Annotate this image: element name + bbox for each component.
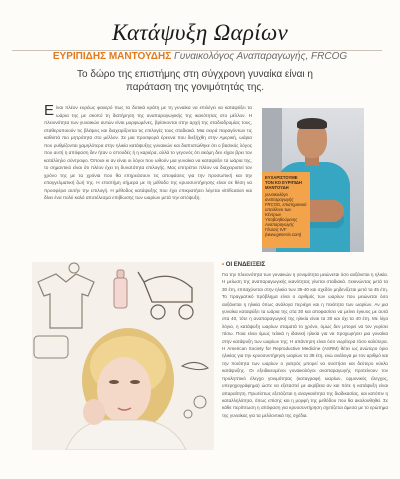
illustration-image [32, 262, 214, 450]
byline [0, 51, 400, 62]
caption-text: γυναικολόγο αναπαραγωγής FRCOG, επιστημονικό υπεύθυνο των Κέντρων Υποβοηθούμενης Αναπαραγωγής Γένεσις IVF (www.genesis.com) [265, 192, 307, 237]
indications-column [222, 262, 388, 419]
dropcap: Ε [44, 102, 55, 119]
intro-paragraph [44, 104, 252, 202]
indications-heading-row [222, 262, 388, 268]
author-role: Γυναικολόγος Αναπαραγωγής, FRCOG [174, 51, 348, 62]
author-name: ΕΥΡΙΠΙΔΗΣ ΜΑΝΤΟΥΔΗΣ [52, 51, 172, 62]
indications-text: Για την πλειονότητα των γυναικών η γονιμότητα μειώνεται όσο αυξάνεται η ηλικία. Η μείωση της αναπαραγωγικής ικανότητας γίνεται σταδιακά. Ξεκινώντας μετά τα 30 έτη, επιταχύνεται στην ηλικία των 35-40 και σχεδόν μηδενίζεται μετά τα 45 έτη. Το πραγματικό πρόβλημα είναι ο αριθμός των ωαρίων που μειώνεται όσο αυξάνεται η ηλικία όπως ανάλογα περιέχει και η ποιότητα των ωαρίων. Αν μια γυναίκα καταψύξει τα ωάρια της στα 30 και αποφασίσει να μείνει έγκυος με αυτά στα 40, τότε η αναπαραγωγική της ηλικία είναι τα 30 και όχι τα 40 έτη. Με λίγα λόγια, η κατάψυξη ωαρίων σταματά το χρόνο, όμως δεν μπορεί να τον γυρίσει πίσω. Ποια είναι όμως τελικά η ιδανική ηλικία για να προχωρήσει μια γυναίκα στην κατάψυξη των ωαρίων της; Η απάντηση είναι όσο νωρίτερα τόσο καλύτερα. Η American Society for Reproductive Medicine (ASRM) θέτει ως ανώτερο όριο ηλικίας για την κρυοσυντήρηση ωαρίων τα 38 έτη, ενώ ανάλογα με τον αριθμό και την ποιότητα των ωαρίων ο γιατρός μπορεί να συστήσει και δεύτερο κύκλο κατάψυξης. Οι εξειδικευμένοι γυναικολόγοι αναπαραγωγής προτείνουν τον προληπτικό έλεγχο γονιμότητας (καταγραφή ωαρίων, ορμονικός έλεγχος, υπερηχογράφημα) ώστε να εξεταστεί με ακρίβεια αν και πότε η κατάψυξη είναι απαραίτητη. Πρωτίστως εξετάζεται η αναγκαιότητα της διαδικασίας, και κατόπιν η καταλληλότητα, όπως επίσης και η μορφή της μεθόδου που θα ακολουθηθεί. Σε κάθε περίπτωση η απόφαση για κρυοσυντήρηση σχετίζεται άμεσα με το ερώτημα της γυναίκας για τα μελλοντικά της σχέδια. [222, 272, 388, 418]
article-title: Κατάψυξη Ωαρίων [112, 20, 288, 45]
intro-text: ίναι πλέον ευρέως φανερό πως τα δυτικά κράτη με τη γυναίκα να επιλέγει να καταψύξει τα ωάρια της με σκοπό τη διατήρηση της αναπαραγωγικής της ικανότητας στο μέλλον. Η πλειονότητα των γυναικών αυτών είναι μορφωμένες, βρίσκονται στην αρχή της σταδιοδρομίας τους, σταθεροποιούν τις βλέψεις και διαχειρίζονται τις επιλογές τους σταδιακά. Μια σειρά παραγόντων τις καθιστά πιο μητρότητα στο μέλλον. Σε μια προσφορά έρευνα που διεξήχθη στην Αμερική, ωάρια που ρυθμίζονται χαμηλότερα στην ηλικία κατάψυξης γυναικών και διαπιστώθηκε ότι ο βασικός λόγος που αυτή η απόφαση δεν ήταν ο σπουδές ή η καριέρα, αλλά το γεγονός ότι ακόμη δεν είχαν βρει τον κατάλληλο σύντροφο. Όποιοι κι αν είναι οι λόγοι που ωθούν μια γυναίκα να καταψύξει τα ωάρια της, το σημαντικό είναι ότι πλέον έχει τη δυνατότητα επιλογής. Μας επιτρέπει πλέον να διαχειριστεί τον χρόνο της με τα χρόνια που θα επηρεάσουν τις αποφάσεις για την προσωπική και την επαγγελματική ζωή της. Η επιστήμη σήμερα με τη μέθοδο της κρυοσυντήρησης είναι σε θέση να προσφέρει αυτήν την επιλογή. Η μέθοδος κατάψυξης που έχει επικρατήσει λέγεται vitrification και δίνει ένα πολύ καλό αποτέλεσμα επιβίωσης των ωαρίων μετά την απόψυξη. [44, 105, 252, 200]
bullet-icon: • [222, 262, 225, 268]
indications-heading: ΟΙ ΕΝΔΕΙΞΕΙΣ [225, 262, 266, 268]
caption-heading: ΕΥΧΑΡΙΣΤΟΥΜΕ ΤΟΝ ΚΟ ΕΥΡΙΠΙΔΗ ΜΑΝΤΟΥΔΗ [265, 175, 302, 190]
photo-caption [262, 172, 310, 248]
photo-hair [297, 118, 327, 129]
illustration-woman-baby-items [32, 262, 214, 450]
article-subtitle: Το δώρο της επιστήμης στη σύγχρονη γυναίκα είναι η παράταση της γονιμότητάς της. [77, 69, 313, 93]
